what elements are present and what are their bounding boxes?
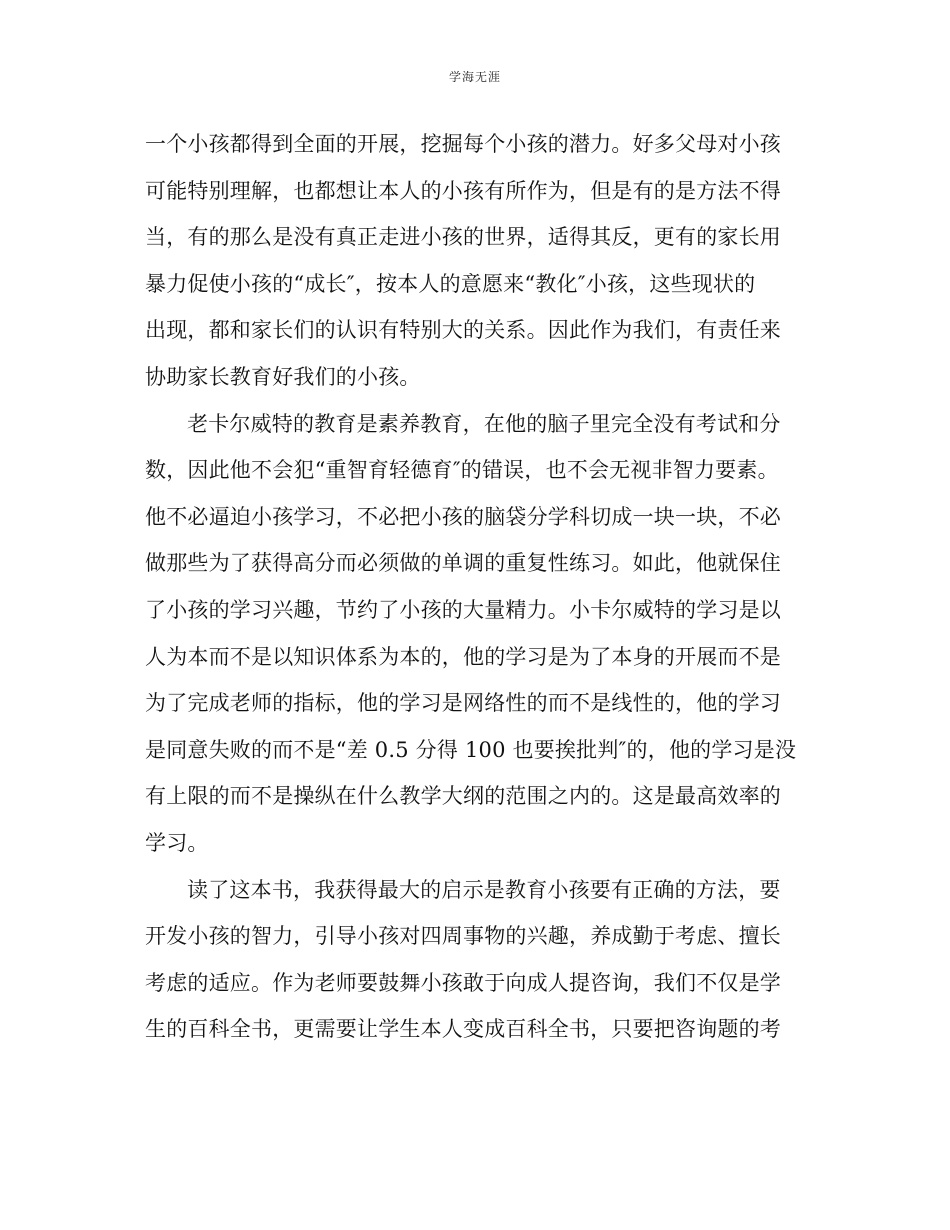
paragraph-2 xyxy=(145,401,805,867)
text-line: 协助家长教育好我们的小孩。 xyxy=(145,364,421,389)
text-line: 老卡尔威特的教育是素养教育，在他的脑子里完全没有考试和分 xyxy=(187,411,781,436)
text-line: 人为本而不是以知识体系为本的，他的学习是为了本身的开展而不是 xyxy=(145,644,781,669)
text-line: 读了这本书，我获得最大的启示是教育小孩要有正确的方法，要 xyxy=(187,877,781,902)
text-line: 当，有的那么是没有真正走进小孩的世界，适得其反，更有的家长用 xyxy=(145,225,781,250)
text-line: 做那些为了获得高分而必须做的单调的重复性练习。如此，他就保住 xyxy=(145,551,781,576)
body-text xyxy=(145,121,805,1053)
text-line: 一个小孩都得到全面的开展，挖掘每个小孩的潜力。好多父母对小孩 xyxy=(145,132,781,156)
text-line: 数，因此他不会犯“重智育轻德育″的错误，也不会无视非智力要素。 xyxy=(145,458,779,483)
text-line: 他不必逼迫小孩学习，不必把小孩的脑袋分学科切成一块一块，不必 xyxy=(145,504,781,529)
text-line: 可能特别理解，也都想让本人的小孩有所作为，但是有的是方法不得 xyxy=(145,178,781,203)
paragraph-3 xyxy=(145,867,805,1053)
text-line: 是同意失败的而不是“差 0.5 分得 100 也要挨批判″的，他的学习是没 xyxy=(145,737,797,762)
text-line: 生的百科全书，更需要让学生本人变成百科全书，只要把咨询题的考 xyxy=(145,1017,781,1042)
text-line: 考虑的适应。作为老师要鼓舞小孩敢于向成人提咨询，我们不仅是学 xyxy=(145,970,781,995)
text-line: 了小孩的学习兴趣，节约了小孩的大量精力。小卡尔威特的学习是以 xyxy=(145,597,781,622)
text-line: 开发小孩的智力，引导小孩对四周事物的兴趣，养成勤于考虑、擅长 xyxy=(145,924,781,949)
page-header: 学海无涯 xyxy=(448,70,501,84)
text-line: 暴力促使小孩的“成长″，按本人的意愿来“教化″小孩，这些现状的 xyxy=(145,271,756,296)
text-line: 有上限的而不是操纵在什么教学大纲的范围之内的。这是最高效率的 xyxy=(145,784,781,809)
text-line: 学习。 xyxy=(145,830,209,855)
paragraph-1 xyxy=(145,121,805,401)
text-line: 出现，都和家长们的认识有特别大的关系。因此作为我们，有责任来 xyxy=(145,318,781,343)
text-line: 为了完成老师的指标，他的学习是网络性的而不是线性的，他的学习 xyxy=(145,691,781,716)
